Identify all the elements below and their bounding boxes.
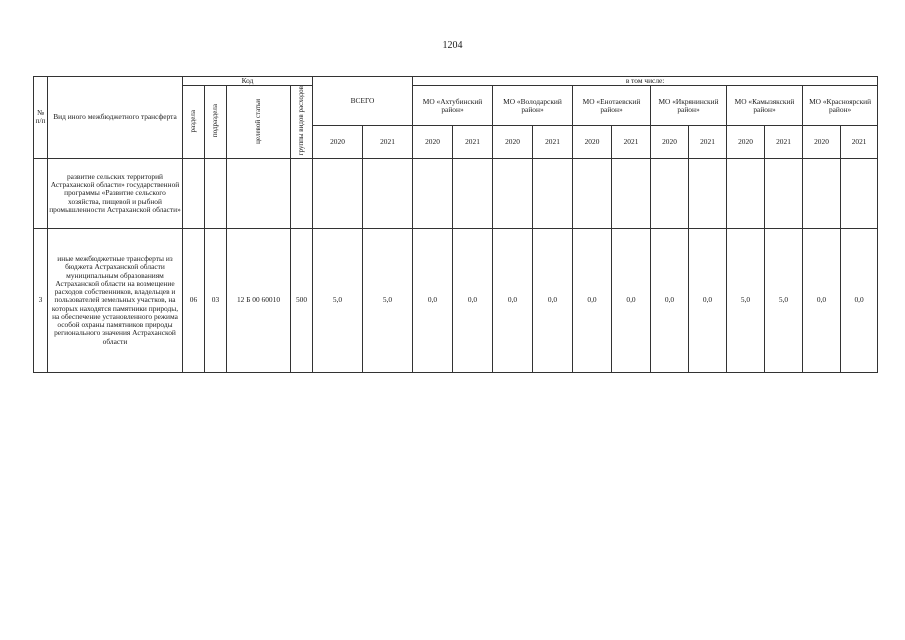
row-expense-group: 500 [291,228,313,372]
row-num: 3 [34,228,48,372]
row-target-article: 12 Б 00 60010 [227,228,291,372]
row-value: 0,0 [612,228,651,372]
row-subsection [205,158,227,228]
header-transfer-type: Вид иного межбюджетного трансферта [48,77,183,159]
row-value [765,158,803,228]
table-row [34,228,878,372]
row-value [413,158,453,228]
row-value: 0,0 [573,228,612,372]
row-target-article [227,158,291,228]
header-year: 2021 [533,126,573,159]
header-year: 2020 [573,126,612,159]
row-value: 0,0 [533,228,573,372]
row-subsection: 03 [205,228,227,372]
header-year: 2021 [689,126,727,159]
row-value [493,158,533,228]
header-year: 2021 [363,126,413,159]
header-municipality: МО «Ахтубинский район» [413,86,493,126]
header-target-article: целевой статьи [227,86,291,159]
row-total-2021: 5,0 [363,228,413,372]
header-year: 2020 [803,126,841,159]
row-value: 0,0 [493,228,533,372]
header-year: 2021 [453,126,493,159]
header-expense-group: группы видов расходов [291,86,313,159]
row-value [453,158,493,228]
header-code: Код [183,77,313,86]
header-municipality: МО «Икрянинский район» [651,86,727,126]
row-total-2020 [313,158,363,228]
table-row [34,158,878,228]
header-year: 2021 [841,126,878,159]
row-value: 0,0 [453,228,493,372]
row-value [573,158,612,228]
header-section: раздела [183,86,205,159]
budget-table [33,76,878,373]
header-including: в том числе: [413,77,878,86]
row-value: 5,0 [727,228,765,372]
row-value: 5,0 [765,228,803,372]
header-total: ВСЕГО [313,77,413,126]
header-year: 2021 [612,126,651,159]
row-value: 0,0 [803,228,841,372]
header-year: 2020 [727,126,765,159]
header-year: 2020 [313,126,363,159]
header-year: 2020 [413,126,453,159]
header-subsection: подраздела [205,86,227,159]
row-value [612,158,651,228]
header-year: 2020 [651,126,689,159]
row-section [183,158,205,228]
row-num [34,158,48,228]
row-value [689,158,727,228]
row-expense-group [291,158,313,228]
header-num: № п/п [34,77,48,159]
row-value [803,158,841,228]
row-section: 06 [183,228,205,372]
row-total-2020: 5,0 [313,228,363,372]
row-value [727,158,765,228]
header-municipality: МО «Красноярский район» [803,86,878,126]
row-value: 0,0 [841,228,878,372]
row-total-2021 [363,158,413,228]
row-value: 0,0 [651,228,689,372]
header-year: 2020 [493,126,533,159]
page-number: 1204 [442,40,463,51]
header-municipality: МО «Камызякский район» [727,86,803,126]
row-value: 0,0 [413,228,453,372]
row-value [651,158,689,228]
row-value: 0,0 [689,228,727,372]
header-year: 2021 [765,126,803,159]
row-value [841,158,878,228]
header-municipality: МО «Енотаевский район» [573,86,651,126]
row-value [533,158,573,228]
header-municipality: МО «Володарский район» [493,86,573,126]
row-description: развитие сельских территорий Астраханской области» государственной программы «Развитие сельского хозяйства, пищевой и рыбной промышленности Астраханской области» [48,158,183,228]
row-description: иные межбюджетные трансферты из бюджета Астраханской области муниципальным образованиям Астраханской области на возмещение расходов собственников, владельцев и пользователей земельных участков, на которых находятся памятники природы, на обеспечение установленного режима особой охраны памятников природы регионального значения Астраханской области [48,228,183,372]
